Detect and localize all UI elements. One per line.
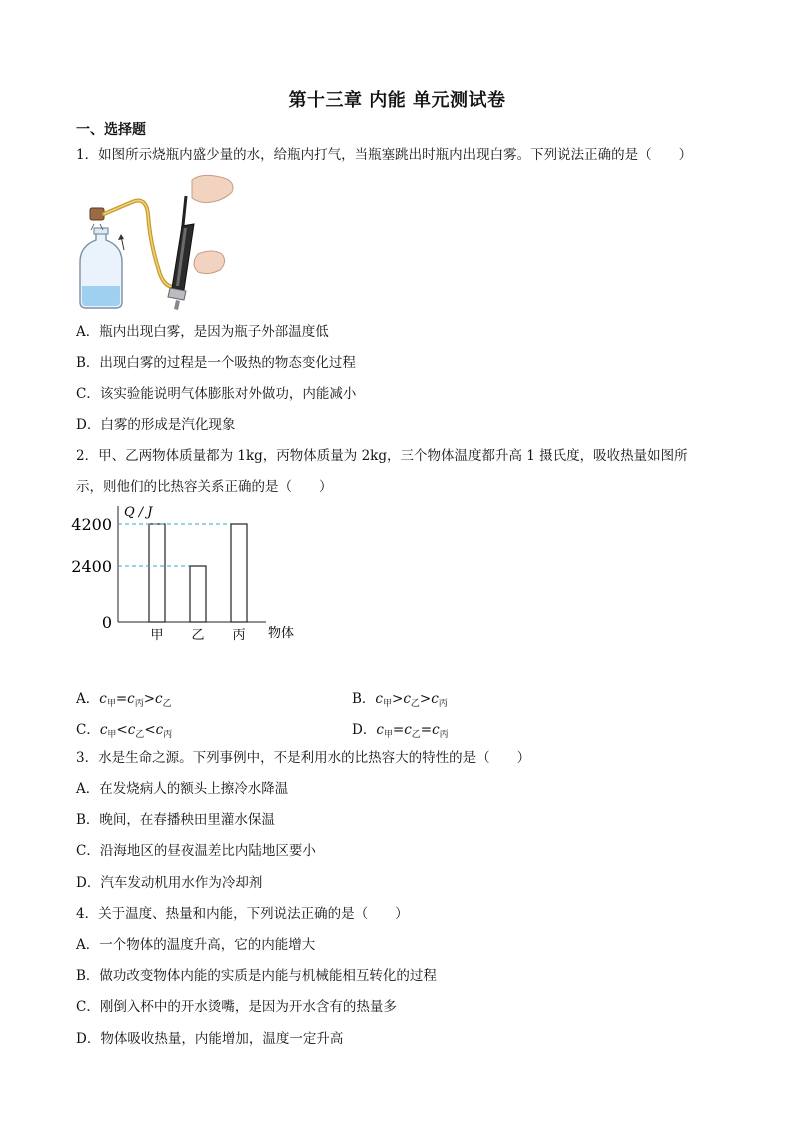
bar <box>190 566 206 622</box>
q2-stem-line2: 示，则他们的比热容关系正确的是（ ） <box>76 479 333 495</box>
q3-option-b: B．晚间，在春播秧田里灌水保温 <box>76 812 275 828</box>
y-tick-label: 4200 <box>71 515 112 534</box>
pump-icon <box>168 196 194 310</box>
q1-option-a: A．瓶内出现白雾，是因为瓶子外部温度低 <box>76 324 329 340</box>
y-axis-label: Q / J <box>124 505 153 520</box>
q3-option-c: C．沿海地区的昼夜温差比内陆地区要小 <box>76 843 316 859</box>
q4-option-d: D．物体吸收热量，内能增加，温度一定升高 <box>76 1031 344 1047</box>
flask-icon <box>80 228 122 308</box>
q2-option-c: C．$c_甲<c_乙<c_丙$ <box>76 722 173 740</box>
y-tick-label: 0 <box>101 613 112 632</box>
q2-option-d: D．$c_甲=c_乙=c_丙$ <box>352 722 449 740</box>
hand-icon <box>192 175 233 273</box>
q1-option-d: D．白雾的形成是汽化现象 <box>76 417 236 433</box>
x-axis-label: 物体 <box>268 626 295 641</box>
q1-option-b: B．出现白雾的过程是一个吸热的物态变化过程 <box>76 355 356 371</box>
q4-option-a: A．一个物体的温度升高，它的内能增大 <box>76 937 316 953</box>
x-tick-label: 丙 <box>232 628 246 643</box>
q2-stem-line1: 2．甲、乙两物体质量都为 1kg，丙物体质量为 2kg，三个物体温度都升高 1 摄氏度，吸收热量如图所 <box>76 448 688 464</box>
bar <box>149 524 165 622</box>
stopper-icon <box>90 208 104 230</box>
section-heading: 一、选择题 <box>76 122 146 138</box>
x-tick-label: 甲 <box>150 628 164 643</box>
q1-option-c: C．该实验能说明气体膨胀对外做功，内能减小 <box>76 386 357 402</box>
heat-bar-chart <box>70 500 310 650</box>
flask-pump-illustration <box>74 174 244 314</box>
air-flow-arrow-icon <box>118 234 124 250</box>
x-tick-label: 乙 <box>191 628 205 643</box>
q3-option-a: A．在发烧病人的额头上擦冷水降温 <box>76 781 289 797</box>
q3-stem: 3．水是生命之源。下列事例中，不是利用水的比热容大的特性的是（ ） <box>76 750 531 766</box>
q4-option-b: B．做功改变物体内能的实质是内能与机械能相互转化的过程 <box>76 968 437 984</box>
y-tick-label: 2400 <box>71 557 112 576</box>
q3-option-d: D．汽车发动机用水作为冷却剂 <box>76 875 263 891</box>
page-title: 第十三章 内能 单元测试卷 <box>288 90 506 111</box>
bar <box>231 524 247 622</box>
q1-stem: 1．如图所示烧瓶内盛少量的水，给瓶内打气，当瓶塞跳出时瓶内出现白雾。下列说法正确的是（ ） <box>76 147 693 163</box>
q4-option-c: C．刚倒入杯中的开水烫嘴，是因为开水含有的热量多 <box>76 999 397 1015</box>
q2-option-b: B．$c_甲>c_乙>c_丙$ <box>352 691 448 709</box>
q2-option-a: A．$c_甲=c_丙>c_乙$ <box>76 691 172 709</box>
q4-stem: 4．关于温度、热量和内能，下列说法正确的是（ ） <box>76 906 409 922</box>
